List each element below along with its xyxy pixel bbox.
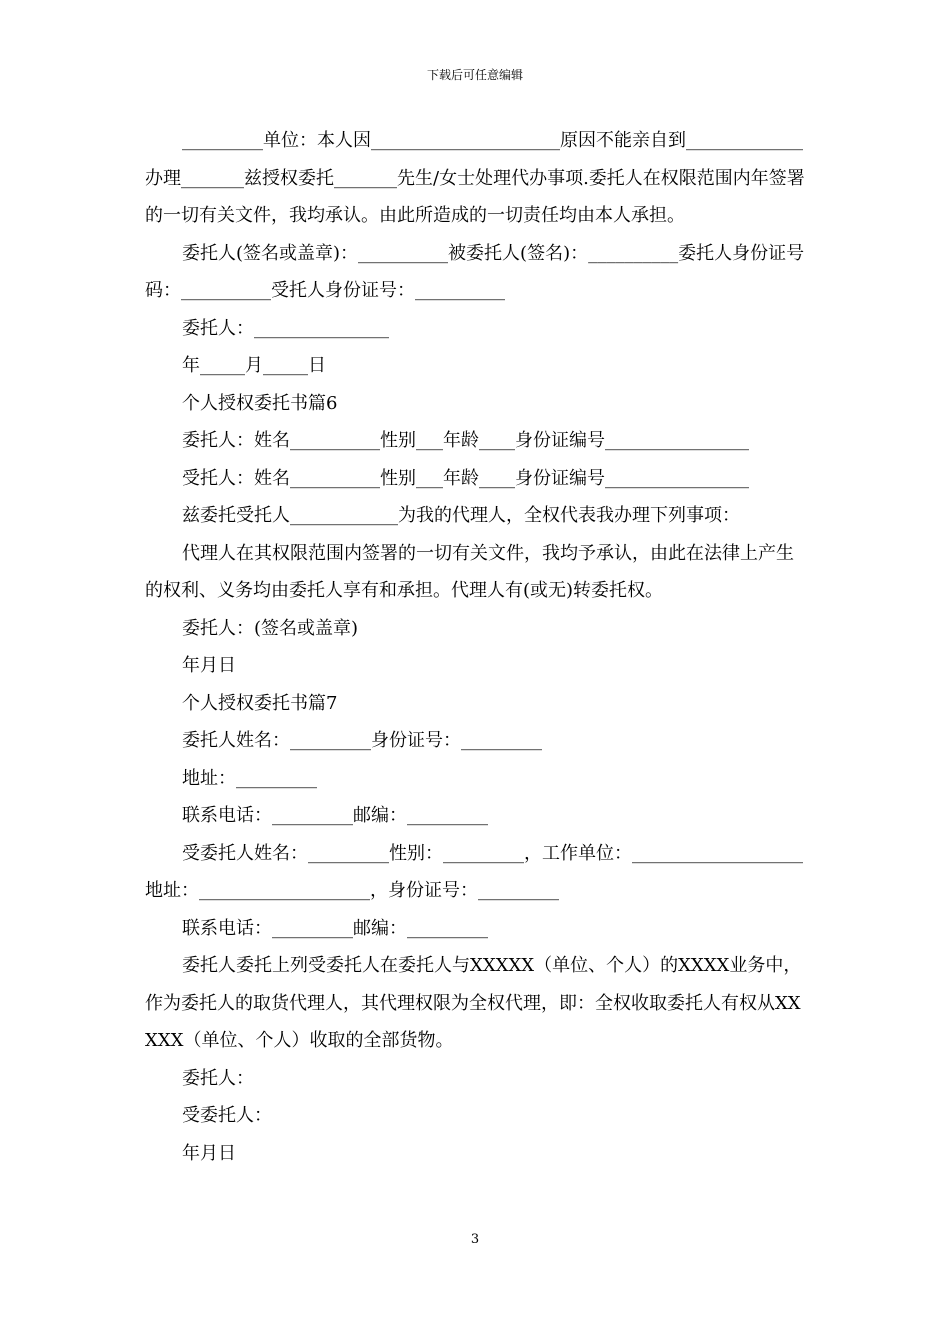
paragraph-agent-details: 受委托人姓名：_________性别：_________，工作单位：___________________地址：___________________，身份证号：_________ (145, 842, 803, 901)
paragraph-principal-sign-7: 委托人： (182, 1067, 254, 1089)
section-title-6: 个人授权委托书篇6 (182, 392, 338, 414)
paragraph-agent-info: 受托人：姓名__________性别___年龄____身份证编号________________ (182, 467, 749, 489)
paragraph-agent-contact: 联系电话：_________邮编：_________ (182, 917, 488, 939)
paragraph-authorization-text: _________单位：本人因_____________________原因不能亲自到_____________办理_______兹授权委托_______先生/女士处理代办事项.委托人在权限范围内年签署的一切有关文件，我均承认。由此所造成的一切责任均由本人承担。 (145, 130, 805, 226)
paragraph-contact: 联系电话：_________邮编：_________ (182, 805, 488, 826)
paragraph-delegation: 委托人委托上列受委托人在委托人与XXXXX（单位、个人）的XXXX业务中，作为委托人的取货代理人，其代理权限为全权代理，即：全权收取委托人有权从XXXXX（单位、个人）收取的全部货物。 (145, 955, 802, 1051)
paragraph-agent-sign-7: 受委托人： (182, 1105, 272, 1126)
page-header: 下载后可任意编辑 (426, 68, 523, 82)
paragraph-principal-info: 委托人：姓名__________性别___年龄____身份证编号________________ (182, 430, 749, 451)
paragraph-date: 年_____月_____日 (182, 355, 326, 376)
paragraph-date-6: 年月日 (182, 655, 236, 676)
section-title-7: 个人授权委托书篇7 (182, 692, 338, 714)
paragraph-address: 地址：_________ (182, 767, 317, 789)
paragraph-date-7: 年月日 (182, 1142, 236, 1164)
paragraph-principal-name-id: 委托人姓名：_________身份证号：_________ (182, 730, 542, 751)
paragraph-principal: 委托人：_______________ (182, 317, 389, 339)
paragraph-appointment: 兹委托受托人____________为我的代理人，全权代表我办理下列事项： (182, 505, 740, 526)
paragraph-agent-authority: 代理人在其权限范围内签署的一切有关文件，我均予承认，由此在法律上产生的权利、义务均由委托人享有和承担。代理人有(或无)转委托权。 (145, 542, 794, 601)
document-body (145, 122, 810, 1172)
paragraph-principal-sign: 委托人：(签名或盖章) (182, 617, 359, 639)
page-number: 3 (470, 1232, 480, 1247)
paragraph-signatures: 委托人(签名或盖章)：__________被委托人(签名)：__________委托人身份证号码：__________受托人身份证号：__________ (145, 242, 805, 301)
